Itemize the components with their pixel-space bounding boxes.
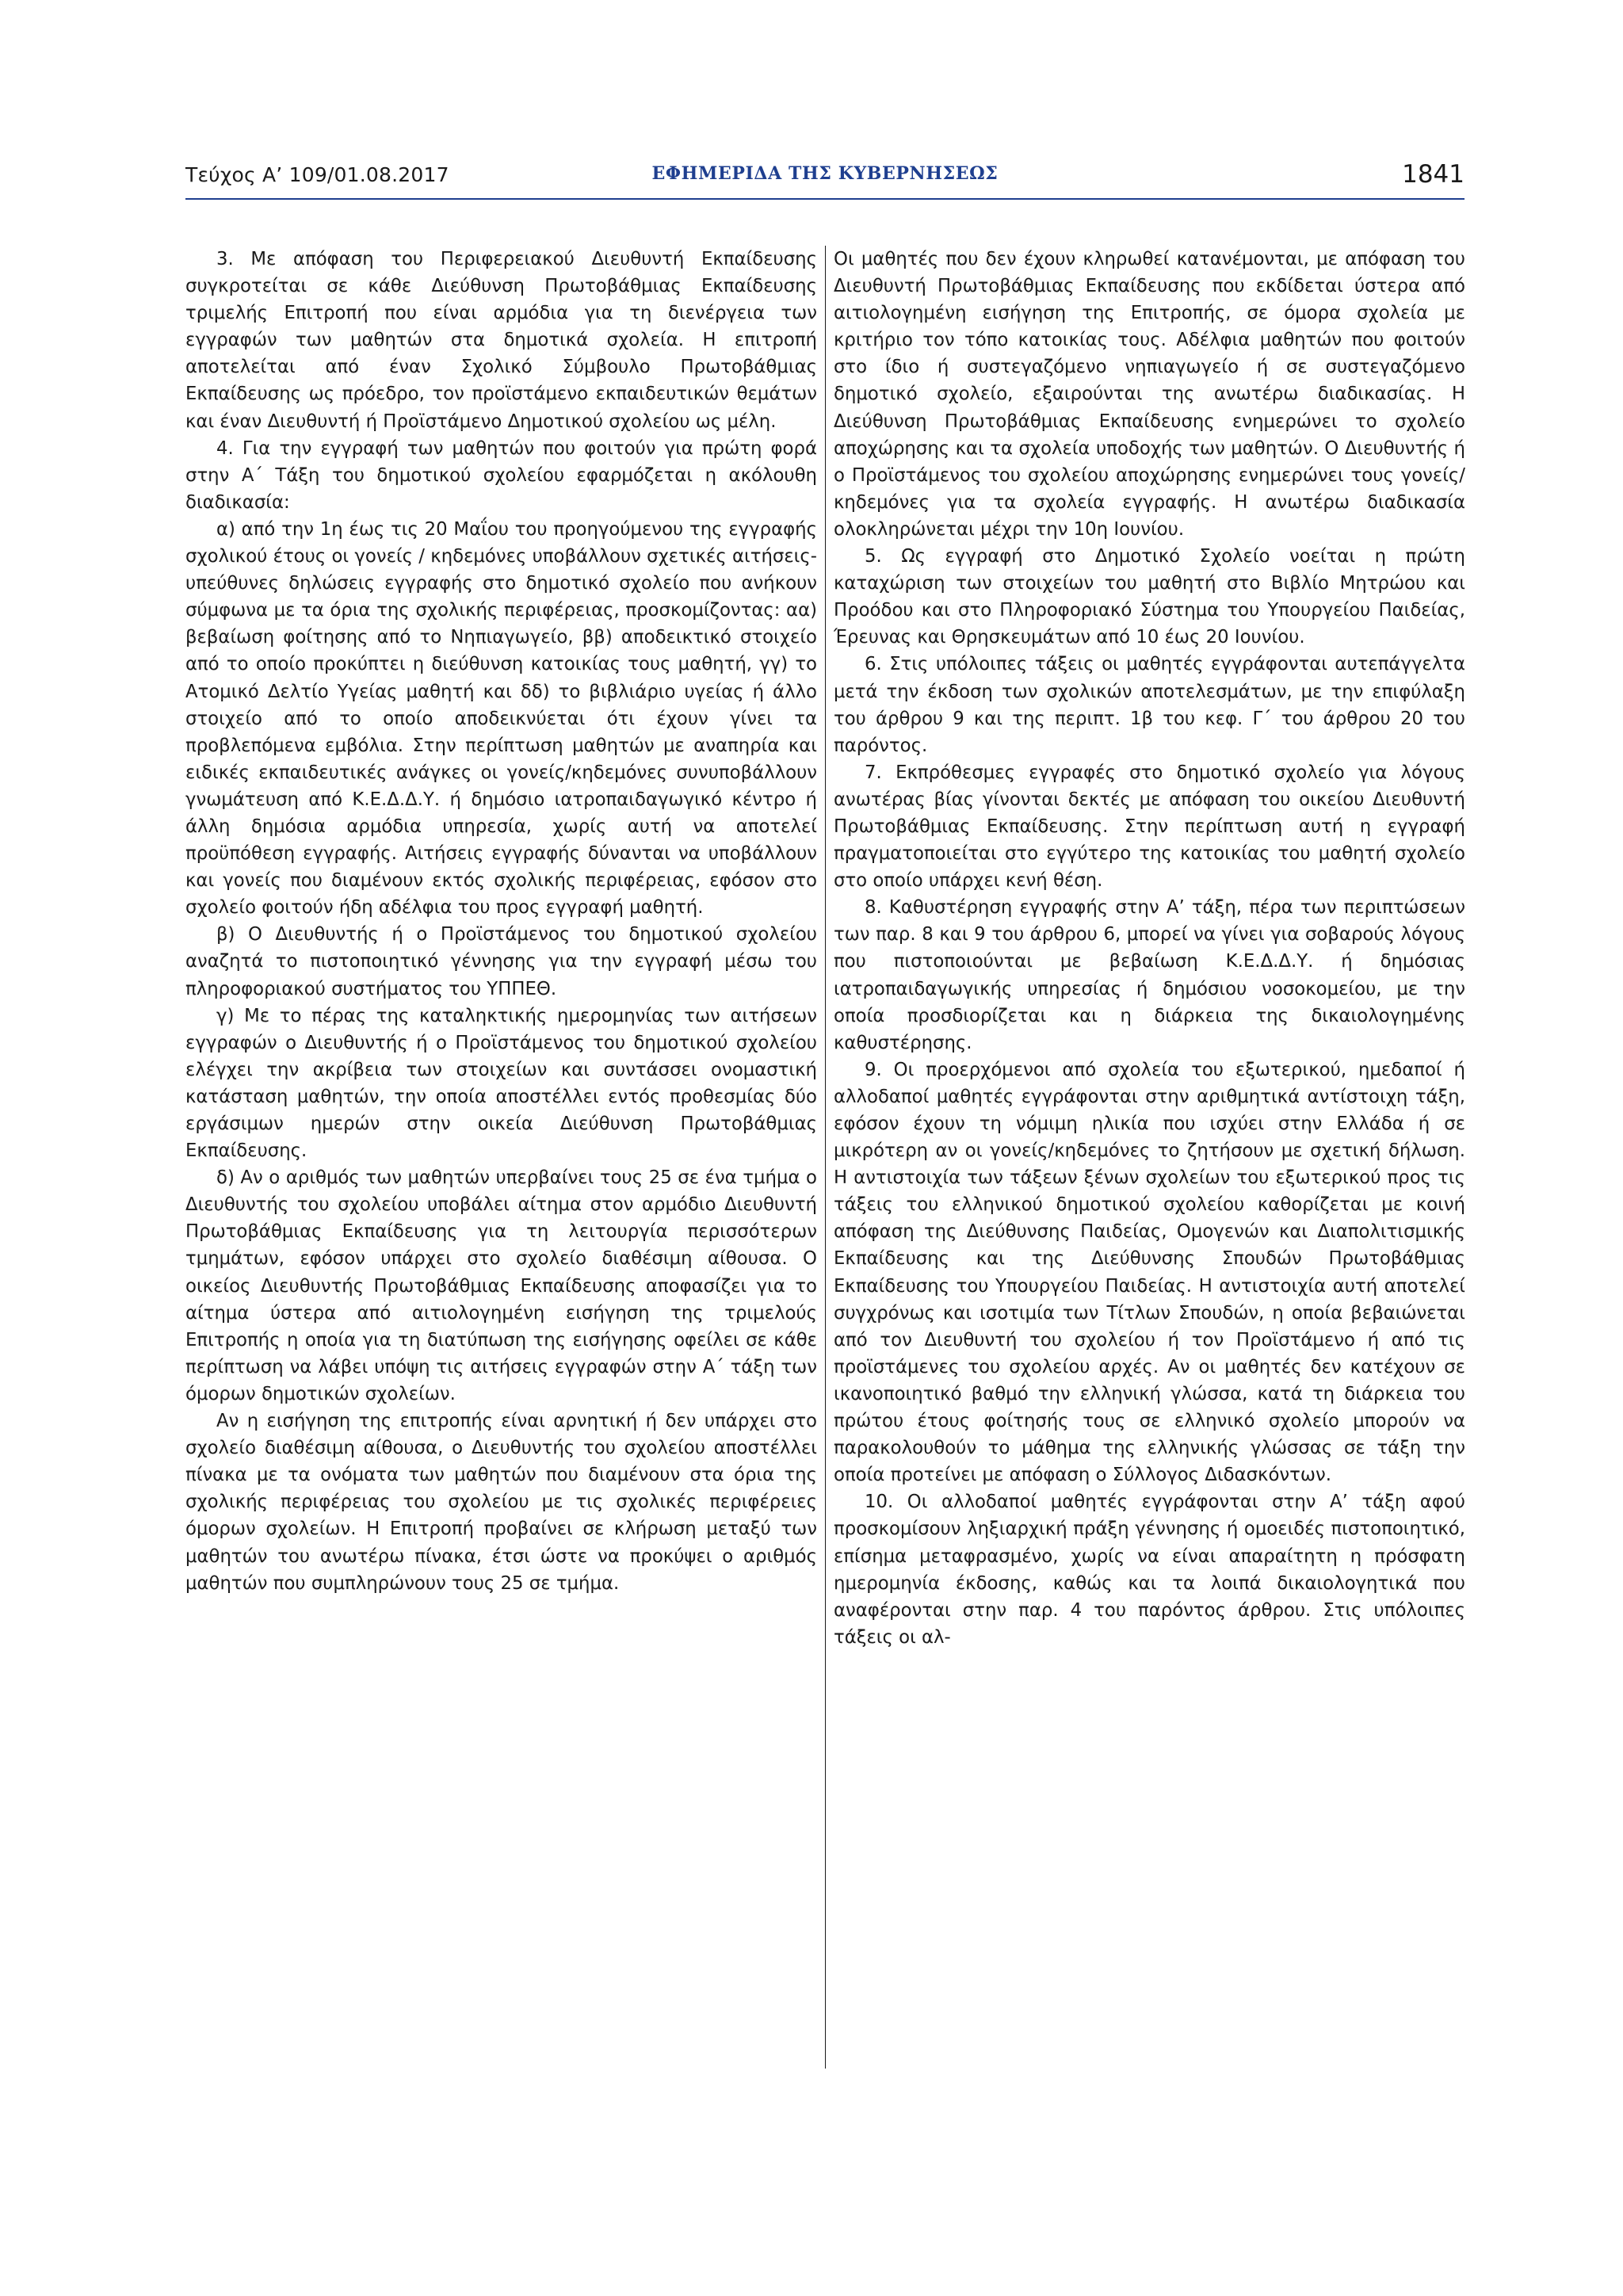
left-column xyxy=(185,246,817,1597)
paragraph-4-b: β) Ο Διευθυντής ή ο Προϊστάμενος του δημοτικού σχολείου αναζητά το πιστοποιητικό γέννησης για την εγγραφή μέσω του πληροφοριακού συστήματος του ΥΠΠΕΘ. xyxy=(185,924,817,999)
gazette-title: ΕΦΗΜΕΡΙΔΑ ΤΗΣ ΚΥΒΕΡΝΗΣΕΩΣ xyxy=(651,163,999,184)
column-divider xyxy=(825,246,826,2069)
issue-label: Τεύχος Α’ 109/01.08.2017 xyxy=(185,163,449,186)
page-header xyxy=(185,159,1465,193)
paragraph-4-d-continued: Αν η εισήγηση της επιτροπής είναι αρνητική ή δεν υπάρχει στο σχολείο διαθέσιμη αίθουσα, ο Διευθυντής του σχολείου αποστέλλει πίνακα με τα ονόματα των μαθητών που διαμένουν στα όρια της σχολικής περιφέρειας του σχολείου με τις σχολικές περιφέρειες όμορων σχολείων. Η Επιτροπή προβαίνει σε κλήρωση μεταξύ των μαθητών του ανωτέρω πίνακα, έτσι ώστε να προκύψει ο αριθμός μαθητών που συμπληρώνουν τους 25 σε τμήμα. xyxy=(185,1411,817,1594)
paragraph-5: 5. Ως εγγραφή στο Δημοτικό Σχολείο νοείται η πρώτη καταχώριση των στοιχείων του μαθητή στο Βιβλίο Μητρώου και Προόδου και στο Πληροφοριακό Σύστημα του Υπουργείου Παιδείας, Έρευνας και Θρησκευμάτων από 10 έως 20 Ιουνίου. xyxy=(834,546,1465,648)
paragraph-4-a: α) από την 1η έως τις 20 Μαΐου του προηγούμενου της εγγραφής σχολικού έτους οι γονείς / κηδεμόνες υποβάλλουν σχετικές αιτήσεις-υπεύθυνες δηλώσεις εγγραφής στο δημοτικό σχολείο που ανήκουν σύμφωνα με τα όρια της σχολικής περιφέρειας, προσκομίζοντας: αα) βεβαίωση φοίτησης από το Νηπιαγωγείο, ββ) αποδεικτικό στοιχείο από το οποίο προκύπτει η διεύθυνση κατοικίας τους μαθητή, γγ) το Ατομικό Δελτίο Υγείας μαθητή και δδ) το βιβλιάριο υγείας ή άλλο στοιχείο από το οποίο αποδεικνύεται ότι έχουν γίνει τα προβλεπόμενα εμβόλια. Στην περίπτωση μαθητών με αναπηρία και ειδικές εκπαιδευτικές ανάγκες οι γονείς/κηδεμόνες συνυποβάλλουν γνωμάτευση από Κ.Ε.Δ.Δ.Υ. ή δημόσιο ιατροπαιδαγωγικό κέντρο ή άλλη δημόσια αρμόδια υπηρεσία, χωρίς αυτή να αποτελεί προϋπόθεση εγγραφής. Αιτήσεις εγγραφής δύνανται να υποβάλλουν και γονείς που διαμένουν εκτός σχολικής περιφέρειας, εφόσον στο σχολείο φοιτούν ήδη αδέλφια του προς εγγραφή μαθητή. xyxy=(185,518,817,919)
paragraph-10: 10. Οι αλλοδαποί μαθητές εγγράφονται στην Α’ τάξη αφού προσκομίσουν ληξιαρχική πράξη γέννησης ή ομοειδές πιστοποιητικό, επίσημα μεταφρασμένο, χωρίς να είναι απαραίτητη η πρόσφατη ημερομηνία έκδοσης, καθώς και τα λοιπά δικαιολογητικά που αναφέρονται στην παρ. 4 του παρόντος άρθρου. Στις υπόλοιπες τάξεις οι αλ- xyxy=(834,1492,1465,1648)
paragraph-3: 3. Με απόφαση του Περιφερειακού Διευθυντή Εκπαίδευσης συγκροτείται σε κάθε Διεύθυνση Πρωτοβάθμιας Εκπαίδευσης τριμελής Επιτροπή που είναι αρμόδια για τη διενέργεια των εγγραφών των μαθητών στα δημοτικά σχολεία. Η επιτροπή αποτελείται από έναν Σχολικό Σύμβουλο Πρωτοβάθμιας Εκπαίδευσης ως πρόεδρο, τον προϊστάμενο εκπαιδευτικών θεμάτων και έναν Διευθυντή ή Προϊστάμενο Δημοτικού σχολείου ως μέλη. xyxy=(185,249,817,432)
paragraph-4-d: δ) Αν ο αριθμός των μαθητών υπερβαίνει τους 25 σε ένα τμήμα ο Διευθυντής του σχολείου υποβάλει αίτημα στον αρμόδιο Διευθυντή Πρωτοβάθμιας Εκπαίδευσης για τη λειτουργία περισσότερων τμημάτων, εφόσον υπάρχει στο σχολείο διαθέσιμη αίθουσα. Ο οικείος Διευθυντής Πρωτοβάθμιας Εκπαίδευσης αποφασίζει για το αίτημα ύστερα από αιτιολογημένη εισήγηση της τριμελούς Επιτροπής η οποία για τη διατύπωση της εισήγησης οφείλει σε κάθε περίπτωση να λάβει υπόψη τις αιτήσεις εγγραφών στην Α΄ τάξη των όμορων δημοτικών σχολείων. xyxy=(185,1167,817,1404)
paragraph-4-c: γ) Με το πέρας της καταληκτικής ημερομηνίας των αιτήσεων εγγραφών ο Διευθυντής ή ο Προϊστάμενος του δημοτικού σχολείου ελέγχει την ακρίβεια των στοιχείων και συντάσσει ονομαστική κατάσταση μαθητών, την οποία αποστέλλει εντός προθεσμίας δύο εργάσιμων ημερών στην οικεία Διεύθυνση Πρωτοβάθμιας Εκπαίδευσης. xyxy=(185,1005,817,1162)
paragraph-9: 9. Οι προερχόμενοι από σχολεία του εξωτερικού, ημεδαποί ή αλλοδαποί μαθητές εγγράφονται στην αριθμητικά αντίστοιχη τάξη, εφόσον έχουν τη νόμιμη ηλικία που ισχύει στην Ελλάδα ή σε μικρότερη αν οι γονείς/κηδεμόνες το ζητήσουν με σχετική δήλωση. Η αντιστοιχία των τάξεων ξένων σχολείων του εξωτερικού προς τις τάξεις του ελληνικού δημοτικού σχολείου καθορίζεται με κοινή απόφαση της Διεύθυνσης Παιδείας, Ομογενών και Διαπολιτισμικής Εκπαίδευσης και της Διεύθυνσης Σπουδών Πρωτοβάθμιας Εκπαίδευσης του Υπουργείου Παιδείας. Η αντιστοιχία αυτή αποτελεί συγχρόνως και ισοτιμία των Τίτλων Σπουδών, η οποία βεβαιώνεται από τον Διευθυντή του σχολείου ή τον Προϊστάμενο ή από τις προϊστάμενες του σχολείου αρχές. Αν οι μαθητές δεν κατέχουν σε ικανοποιητικό βαθμό την ελληνική γλώσσα, κατά τη διάρκεια του πρώτου έτους φοίτησής τους σε ελληνικό σχολείο μπορούν να παρακολουθούν το μάθημα της ελληνικής γλώσσας σε τάξη την οποία προτείνει με απόφαση ο Σύλλογος Διδασκόντων. xyxy=(834,1059,1465,1486)
paragraph-4-d-continuation: Οι μαθητές που δεν έχουν κληρωθεί κατανέμονται, με απόφαση του Διευθυντή Πρωτοβάθμιας Εκπαίδευσης που εκδίδεται ύστερα από αιτιολογημένη εισήγηση της Επιτροπής, σε όμορα σχολεία με κριτήριο τον τόπο κατοικίας τους. Αδέλφια μαθητών που φοιτούν στο ίδιο ή συστεγαζόμενο νηπιαγωγείο ή σε συστεγαζόμενο δημοτικό σχολείο, εξαιρούνται της ανωτέρω διαδικασίας. Η Διεύθυνση Πρωτοβάθμιας Εκπαίδευσης ενημερώνει το σχολείο αποχώρησης και τα σχολεία υποδοχής των μαθητών. Ο Διευθυντής ή ο Προϊστάμενος του σχολείου αποχώρησης ενημερώνει τους γονείς/κηδεμόνες για τα σχολεία εγγραφής. Η ανωτέρω διαδικασία ολοκληρώνεται μέχρι την 10η Ιουνίου. xyxy=(834,249,1465,540)
page-number: 1841 xyxy=(1402,160,1465,189)
paragraph-4: 4. Για την εγγραφή των μαθητών που φοιτούν για πρώτη φορά στην Α΄ Τάξη του δημοτικού σχολείου εφαρμόζεται η ακόλουθη διαδικασία: xyxy=(185,437,817,513)
paragraph-6: 6. Στις υπόλοιπες τάξεις οι μαθητές εγγράφονται αυτεπάγγελτα μετά την έκδοση των σχολικών αποτελεσμάτων, με την επιφύλαξη του άρθρου 9 και της περιπτ. 1β του κεφ. Γ΄ του άρθρου 20 του παρόντος. xyxy=(834,654,1465,756)
header-rule xyxy=(185,198,1465,200)
paragraph-8: 8. Καθυστέρηση εγγραφής στην Α’ τάξη, πέρα των περιπτώσεων των παρ. 8 και 9 του άρθρου 6, μπορεί να γίνει για σοβαρούς λόγους που πιστοποιούνται με βεβαίωση Κ.Ε.Δ.Δ.Υ. ή δημόσιας ιατροπαιδαγωγικής υπηρεσίας ή δημόσιου νοσοκομείου, με την οποία προσδιορίζεται και η διάρκεια της δικαιολογημένης καθυστέρησης. xyxy=(834,897,1465,1053)
right-column xyxy=(834,246,1465,1651)
paragraph-7: 7. Εκπρόθεσμες εγγραφές στο δημοτικό σχολείο για λόγους ανωτέρας βίας γίνονται δεκτές με απόφαση του οικείου Διευθυντή Πρωτοβάθμιας Εκπαίδευσης. Στην περίπτωση αυτή η εγγραφή πραγματοποιείται στο εγγύτερο της κατοικίας του μαθητή σχολείο στο οποίο υπάρχει κενή θέση. xyxy=(834,762,1465,892)
